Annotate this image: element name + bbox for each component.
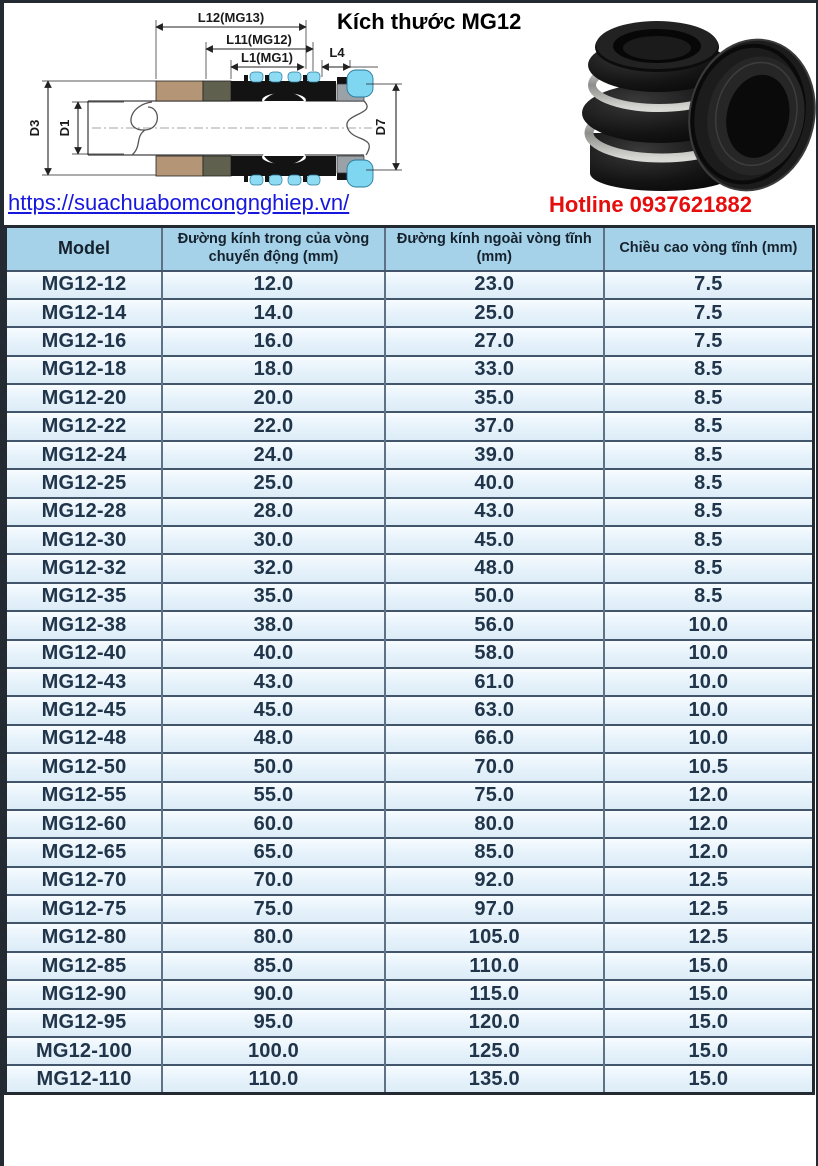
value-cell: 15.0	[604, 1009, 814, 1037]
table-row	[6, 583, 814, 611]
table-row	[6, 895, 814, 923]
value-cell: 110.0	[162, 1065, 385, 1093]
model-cell: MG12-40	[6, 640, 163, 668]
model-cell: MG12-14	[6, 299, 163, 327]
value-cell: 40.0	[385, 469, 604, 497]
table-row	[6, 867, 814, 895]
value-cell: 45.0	[385, 526, 604, 554]
model-cell: MG12-100	[6, 1037, 163, 1065]
value-cell: 8.5	[604, 554, 814, 582]
table-row	[6, 271, 814, 299]
table-row	[6, 611, 814, 639]
table-row	[6, 753, 814, 781]
hotline-text: Hotline 0937621882	[549, 192, 753, 217]
value-cell: 90.0	[162, 980, 385, 1008]
table-row	[6, 498, 814, 526]
value-cell: 7.5	[604, 327, 814, 355]
table-row	[6, 554, 814, 582]
value-cell: 55.0	[162, 782, 385, 810]
value-cell: 32.0	[162, 554, 385, 582]
value-cell: 48.0	[385, 554, 604, 582]
value-cell: 12.5	[604, 923, 814, 951]
value-cell: 66.0	[385, 725, 604, 753]
table-row	[6, 725, 814, 753]
value-cell: 7.5	[604, 271, 814, 299]
size-table-body	[6, 271, 814, 1094]
value-cell: 12.0	[162, 271, 385, 299]
dim-label-d1: D1	[57, 119, 72, 137]
model-cell: MG12-28	[6, 498, 163, 526]
size-table	[4, 225, 815, 1095]
value-cell: 8.5	[604, 356, 814, 384]
value-cell: 43.0	[162, 668, 385, 696]
table-row	[6, 1037, 814, 1065]
value-cell: 135.0	[385, 1065, 604, 1093]
model-cell: MG12-95	[6, 1009, 163, 1037]
value-cell: 80.0	[162, 923, 385, 951]
dim-label-l11: L11(MG12)	[226, 32, 292, 47]
table-row	[6, 1065, 814, 1093]
table-row	[6, 356, 814, 384]
value-cell: 35.0	[385, 384, 604, 412]
model-cell: MG12-20	[6, 384, 163, 412]
value-cell: 33.0	[385, 356, 604, 384]
value-cell: 85.0	[385, 838, 604, 866]
table-header-row	[6, 227, 814, 271]
value-cell: 95.0	[162, 1009, 385, 1037]
value-cell: 27.0	[385, 327, 604, 355]
website-link[interactable]: https://suachuabomcongnghiep.vn/	[8, 190, 350, 215]
column-header-height: Chiều cao vòng tĩnh (mm)	[604, 227, 814, 271]
table-row	[6, 782, 814, 810]
model-cell: MG12-60	[6, 810, 163, 838]
model-cell: MG12-30	[6, 526, 163, 554]
value-cell: 105.0	[385, 923, 604, 951]
value-cell: 10.0	[604, 640, 814, 668]
value-cell: 43.0	[385, 498, 604, 526]
value-cell: 50.0	[162, 753, 385, 781]
table-row	[6, 384, 814, 412]
dim-label-l12: L12(MG13)	[197, 10, 265, 25]
table-row	[6, 526, 814, 554]
model-cell: MG12-43	[6, 668, 163, 696]
value-cell: 75.0	[385, 782, 604, 810]
value-cell: 63.0	[385, 696, 604, 724]
value-cell: 12.0	[604, 810, 814, 838]
dim-label-l1: L1(MG1)	[241, 50, 293, 65]
model-cell: MG12-25	[6, 469, 163, 497]
model-cell: MG12-18	[6, 356, 163, 384]
value-cell: 75.0	[162, 895, 385, 923]
column-header-inner-diameter: Đường kính trong của vòng chuyển động (mm)	[162, 227, 385, 271]
dim-label-d7: D7	[373, 118, 388, 136]
table-row	[6, 412, 814, 440]
model-cell: MG12-110	[6, 1065, 163, 1093]
dim-label-l4: L4	[329, 45, 345, 60]
table-row	[6, 810, 814, 838]
value-cell: 85.0	[162, 952, 385, 980]
value-cell: 16.0	[162, 327, 385, 355]
value-cell: 35.0	[162, 583, 385, 611]
value-cell: 15.0	[604, 980, 814, 1008]
table-row	[6, 299, 814, 327]
model-cell: MG12-16	[6, 327, 163, 355]
value-cell: 10.0	[604, 725, 814, 753]
value-cell: 10.5	[604, 753, 814, 781]
model-cell: MG12-48	[6, 725, 163, 753]
model-cell: MG12-90	[6, 980, 163, 1008]
model-cell: MG12-70	[6, 867, 163, 895]
model-cell: MG12-45	[6, 696, 163, 724]
value-cell: 97.0	[385, 895, 604, 923]
dim-label-d3: D3	[27, 119, 42, 137]
table-row	[6, 640, 814, 668]
value-cell: 38.0	[162, 611, 385, 639]
value-cell: 7.5	[604, 299, 814, 327]
value-cell: 8.5	[604, 469, 814, 497]
value-cell: 12.5	[604, 895, 814, 923]
model-cell: MG12-50	[6, 753, 163, 781]
table-row	[6, 441, 814, 469]
value-cell: 70.0	[162, 867, 385, 895]
model-cell: MG12-32	[6, 554, 163, 582]
value-cell: 92.0	[385, 867, 604, 895]
value-cell: 30.0	[162, 526, 385, 554]
value-cell: 18.0	[162, 356, 385, 384]
value-cell: 12.5	[604, 867, 814, 895]
value-cell: 40.0	[162, 640, 385, 668]
value-cell: 24.0	[162, 441, 385, 469]
model-cell: MG12-24	[6, 441, 163, 469]
shaft-drawing	[88, 101, 372, 155]
value-cell: 61.0	[385, 668, 604, 696]
model-cell: MG12-85	[6, 952, 163, 980]
value-cell: 10.0	[604, 696, 814, 724]
value-cell: 115.0	[385, 980, 604, 1008]
table-row	[6, 952, 814, 980]
seal-product-photo	[542, 5, 818, 199]
value-cell: 10.0	[604, 668, 814, 696]
table-row	[6, 923, 814, 951]
value-cell: 23.0	[385, 271, 604, 299]
value-cell: 20.0	[162, 384, 385, 412]
model-cell: MG12-38	[6, 611, 163, 639]
model-cell: MG12-35	[6, 583, 163, 611]
table-row	[6, 469, 814, 497]
value-cell: 25.0	[385, 299, 604, 327]
value-cell: 12.0	[604, 838, 814, 866]
table-row	[6, 696, 814, 724]
table-row	[6, 980, 814, 1008]
value-cell: 70.0	[385, 753, 604, 781]
value-cell: 39.0	[385, 441, 604, 469]
value-cell: 48.0	[162, 725, 385, 753]
value-cell: 37.0	[385, 412, 604, 440]
value-cell: 65.0	[162, 838, 385, 866]
model-cell: MG12-75	[6, 895, 163, 923]
value-cell: 14.0	[162, 299, 385, 327]
model-cell: MG12-12	[6, 271, 163, 299]
table-row	[6, 1009, 814, 1037]
value-cell: 10.0	[604, 611, 814, 639]
model-cell: MG12-80	[6, 923, 163, 951]
table-row	[6, 838, 814, 866]
value-cell: 125.0	[385, 1037, 604, 1065]
model-cell: MG12-65	[6, 838, 163, 866]
value-cell: 12.0	[604, 782, 814, 810]
value-cell: 80.0	[385, 810, 604, 838]
value-cell: 8.5	[604, 583, 814, 611]
value-cell: 15.0	[604, 1037, 814, 1065]
value-cell: 25.0	[162, 469, 385, 497]
column-header-outer-diameter: Đường kính ngoài vòng tĩnh (mm)	[385, 227, 604, 271]
value-cell: 8.5	[604, 498, 814, 526]
model-cell: MG12-55	[6, 782, 163, 810]
value-cell: 15.0	[604, 1065, 814, 1093]
value-cell: 100.0	[162, 1037, 385, 1065]
value-cell: 22.0	[162, 412, 385, 440]
value-cell: 45.0	[162, 696, 385, 724]
value-cell: 8.5	[604, 412, 814, 440]
value-cell: 28.0	[162, 498, 385, 526]
value-cell: 56.0	[385, 611, 604, 639]
column-header-model: Model	[6, 227, 163, 271]
value-cell: 120.0	[385, 1009, 604, 1037]
value-cell: 8.5	[604, 441, 814, 469]
value-cell: 110.0	[385, 952, 604, 980]
value-cell: 8.5	[604, 384, 814, 412]
page-title: Kích thước MG12	[337, 9, 522, 34]
table-row	[6, 668, 814, 696]
value-cell: 60.0	[162, 810, 385, 838]
value-cell: 50.0	[385, 583, 604, 611]
value-cell: 15.0	[604, 952, 814, 980]
model-cell: MG12-22	[6, 412, 163, 440]
table-row	[6, 327, 814, 355]
value-cell: 8.5	[604, 526, 814, 554]
value-cell: 58.0	[385, 640, 604, 668]
